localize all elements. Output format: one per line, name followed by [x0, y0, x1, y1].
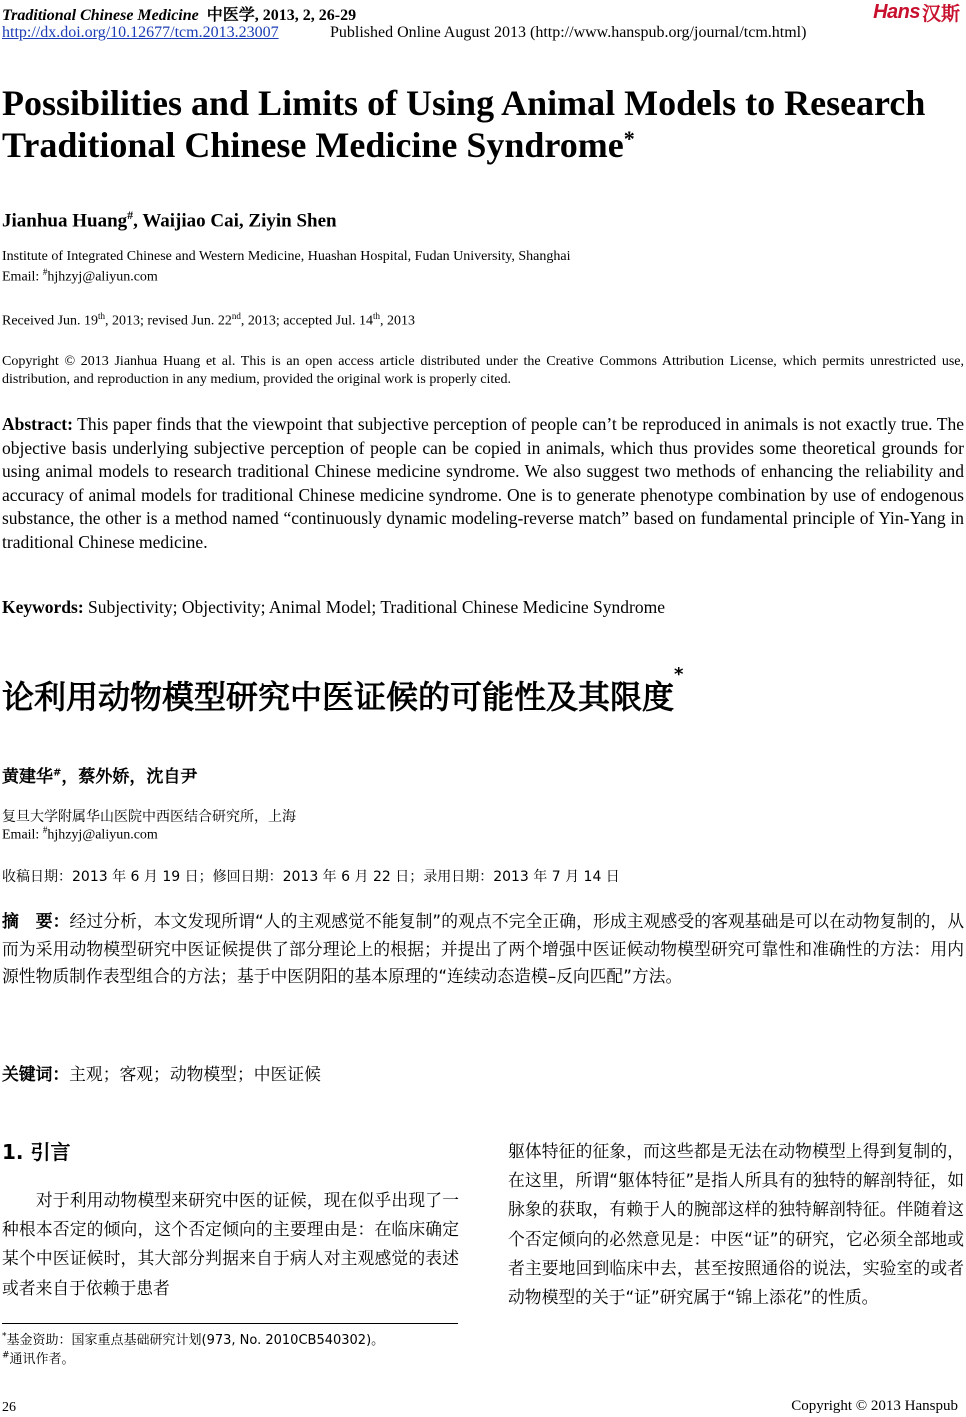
doi-link[interactable]: http://dx.doi.org/10.12677/tcm.2013.23007	[2, 24, 279, 41]
chinese-authors	[2, 762, 197, 787]
corresponding-mark: #	[127, 208, 134, 222]
english-keywords	[2, 597, 665, 618]
published-online-note: Published Online August 2013 (http://www.hanspub.org/journal/tcm.html)	[330, 24, 807, 41]
journal-issue: 中医学, 2013, 2, 26-29	[206, 7, 357, 24]
body-left-column: 对于利用动物模型来研究中医的证候，现在似乎出现了一种根本否定的倾向，这个否定倾向的主要理由是：在临床确定某个中医证候时，其大部分判据来自于病人对主观感觉的表述或者来自于依赖于患者	[2, 1190, 459, 1298]
first-author: 黄建华	[2, 767, 53, 787]
abstract-text: 经过分析，本文发现所谓“人的主观感觉不能复制”的观点不完全正确，形成主观感受的客观基础是可以在动物复制的，从而为采用动物模型研究中医证候提供了部分理论上的根据；并提出了两个增强中医证候动物模型研究可靠性和准确性的方法：用内源性物质制作表型组合的方法；基于中医阴阳的基本原理的“连续动态造模–反向匹配”方法。	[2, 911, 964, 986]
ordinal-suffix: nd	[231, 311, 241, 321]
logo-chinese-text: 汉斯	[921, 2, 960, 25]
chinese-received-dates: 收稿日期：2013 年 6 月 19 日；修回日期：2013 年 6 月 22 日；录用日期：2013 年 7 月 14 日	[2, 869, 620, 885]
body-right-column: 躯体特征的征象，而这些都是无法在动物模型上得到复制的，在这里，所谓“躯体特征”是指人所具有的独特的解剖特征，如脉象的获取，有赖于人的腕部这样的独特解剖特征。伴随着这个否定倾向的必然意见是：中医“证”的研究，它必须全部地或者主要地回到临床中去，甚至按照通俗的说法，实验室的或者动物模型的关于“证”研究属于“锦上添花”的性质。	[508, 1141, 964, 1308]
title-footnote-mark: *	[674, 664, 684, 685]
ordinal-suffix: th	[373, 311, 381, 321]
other-authors: ，蔡外娇，沈自尹	[61, 767, 198, 787]
abstract-label: Abstract:	[2, 414, 73, 434]
section-heading: 1. 引言	[2, 1140, 71, 1164]
english-abstract	[2, 413, 964, 554]
journal-header	[2, 2, 356, 25]
english-email	[2, 267, 158, 286]
year-part: , 2013	[380, 313, 416, 329]
footer-copyright: Copyright © 2013 Hanspub	[791, 1398, 958, 1414]
chinese-title-text: 论利用动物模型研究中医证候的可能性及其限度	[2, 678, 675, 716]
email-address[interactable]: hjhzyj@aliyun.com	[47, 269, 158, 285]
email-address[interactable]: hjhzyj@aliyun.com	[47, 827, 158, 843]
footnote-text: 基金资助：国家重点基础研究计划(973, No. 2010CB540302)。	[6, 1333, 385, 1348]
footnote-funding	[2, 1329, 384, 1348]
first-author: Jianhua Huang	[2, 210, 128, 232]
chinese-email	[2, 825, 158, 844]
revised-part: , 2013; revised Jun. 22	[105, 313, 232, 329]
english-title-text: Possibilities and Limits of Using Animal Models to Research Traditional Chinese Medicine Syndrome	[2, 83, 926, 165]
footnote-corresponding	[2, 1348, 75, 1367]
chinese-abstract	[2, 908, 964, 991]
chinese-title	[2, 664, 684, 718]
accepted-part: , 2013; accepted Jul. 14	[240, 313, 373, 329]
email-label: Email:	[2, 269, 43, 285]
footnote-text: 通讯作者。	[9, 1352, 75, 1367]
chinese-keywords	[2, 1061, 321, 1085]
keywords-label: Keywords:	[2, 597, 84, 617]
footnote-divider	[2, 1323, 458, 1324]
footnote-mark: #	[2, 1350, 10, 1361]
english-authors	[2, 208, 337, 232]
keywords-text: Subjectivity; Objectivity; Animal Model; Traditional Chinese Medicine Syndrome	[83, 597, 665, 617]
ordinal-suffix: th	[98, 311, 106, 321]
email-mark: #	[42, 267, 48, 277]
license-statement: Copyright © 2013 Jianhua Huang et al. This is an open access article distributed under the Creative Commons Attribution License, which permits unrestricted use, distribution, and reproduction in any medium, provided the original work is properly cited.	[2, 354, 964, 387]
other-authors: , Waijiao Cai, Ziyin Shen	[133, 210, 337, 232]
english-received-dates	[2, 311, 415, 330]
title-footnote-mark: *	[623, 126, 635, 151]
email-mark: #	[42, 825, 48, 835]
publisher-logo	[873, 0, 960, 24]
abstract-text: This paper finds that the viewpoint that subjective perception of people can’t be reproduced in animals is not exactly true. The objective basis underlying subjective perception of people can be copied in animals, which thus provides some theoretical grounds for using animal models to research traditional Chinese medicine syndrome. We also suggest two methods of enhancing the reliability and accuracy of animal models for traditional Chinese medicine syndrome. One is to generate phenotype combination by use of endogenous substance, the other is a method named “continuously dynamic modeling-reverse match” based on fundamental principle of Yin-Yang in traditional Chinese medicine.	[2, 414, 964, 552]
email-label: Email:	[2, 827, 43, 843]
footnote-mark: *	[2, 1331, 7, 1342]
corresponding-mark: #	[53, 767, 62, 779]
logo-latin-text: Hans	[873, 0, 920, 23]
abstract-label: 摘 要：	[2, 911, 70, 931]
page-number: 26	[2, 1400, 16, 1415]
keywords-text: 主观；客观；动物模型；中医证候	[69, 1064, 321, 1084]
journal-name: Traditional Chinese Medicine	[2, 7, 199, 24]
received-part: Received Jun. 19	[2, 313, 99, 329]
english-title	[2, 82, 952, 166]
keywords-label: 关键词：	[2, 1064, 70, 1084]
chinese-affiliation: 复旦大学附属华山医院中西医结合研究所，上海	[2, 809, 296, 825]
english-affiliation: Institute of Integrated Chinese and Western Medicine, Huashan Hospital, Fudan University, Shanghai	[2, 249, 571, 264]
